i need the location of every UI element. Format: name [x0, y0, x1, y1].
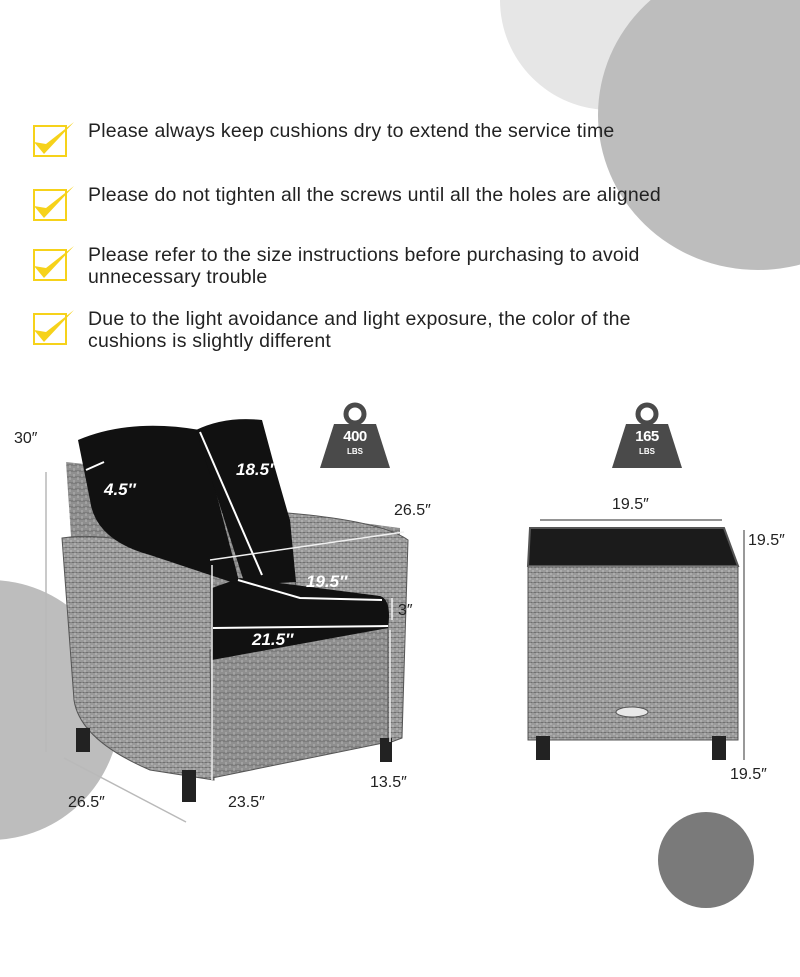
seat-height-label: 13.5″ — [370, 774, 407, 791]
tip-text: Due to the light avoidance and light exposure, the color of the cushions is slightly different — [88, 308, 631, 352]
chair-weight-value: 400 — [343, 428, 367, 445]
tip-text: Please do not tighten all the screws until all the holes are aligned — [88, 184, 661, 206]
table-weight-value: 165 — [635, 428, 659, 445]
chair-depth-label: 26.5″ — [68, 794, 105, 811]
table-height-label: 19.5″ — [730, 766, 767, 783]
table-depth-label: 19.5″ — [748, 532, 785, 549]
back-cushion-thickness-label: 4.5″ — [104, 480, 136, 499]
table-weight-unit: LBS — [639, 447, 655, 456]
chair-width-label: 26.5″ — [394, 502, 431, 519]
tip-text: Please always keep cushions dry to extend the service time — [88, 120, 615, 142]
tip-text: Please refer to the size instructions before purchasing to avoid unnecessary trouble — [88, 244, 640, 288]
table-badge — [616, 707, 648, 717]
chair-weight-icon — [318, 400, 392, 470]
seat-cushion-thickness-label: 3″ — [398, 602, 413, 619]
chair-leg — [182, 770, 196, 802]
chair-weight-unit: LBS — [347, 447, 363, 456]
back-cushion-height-label: 18.5″ — [236, 460, 278, 479]
table-leg — [712, 736, 726, 760]
table-weight-icon — [610, 400, 684, 470]
table-leg — [536, 736, 550, 760]
chair-height-label: 30″ — [14, 430, 38, 447]
arm-depth-label: 23.5″ — [228, 794, 265, 811]
chair-leg — [76, 728, 90, 752]
table-width-label: 19.5″ — [612, 496, 649, 513]
seat-depth-label: 19.5″ — [306, 572, 348, 591]
seat-width-label: 21.5″ — [252, 630, 294, 649]
table-top — [528, 528, 738, 566]
